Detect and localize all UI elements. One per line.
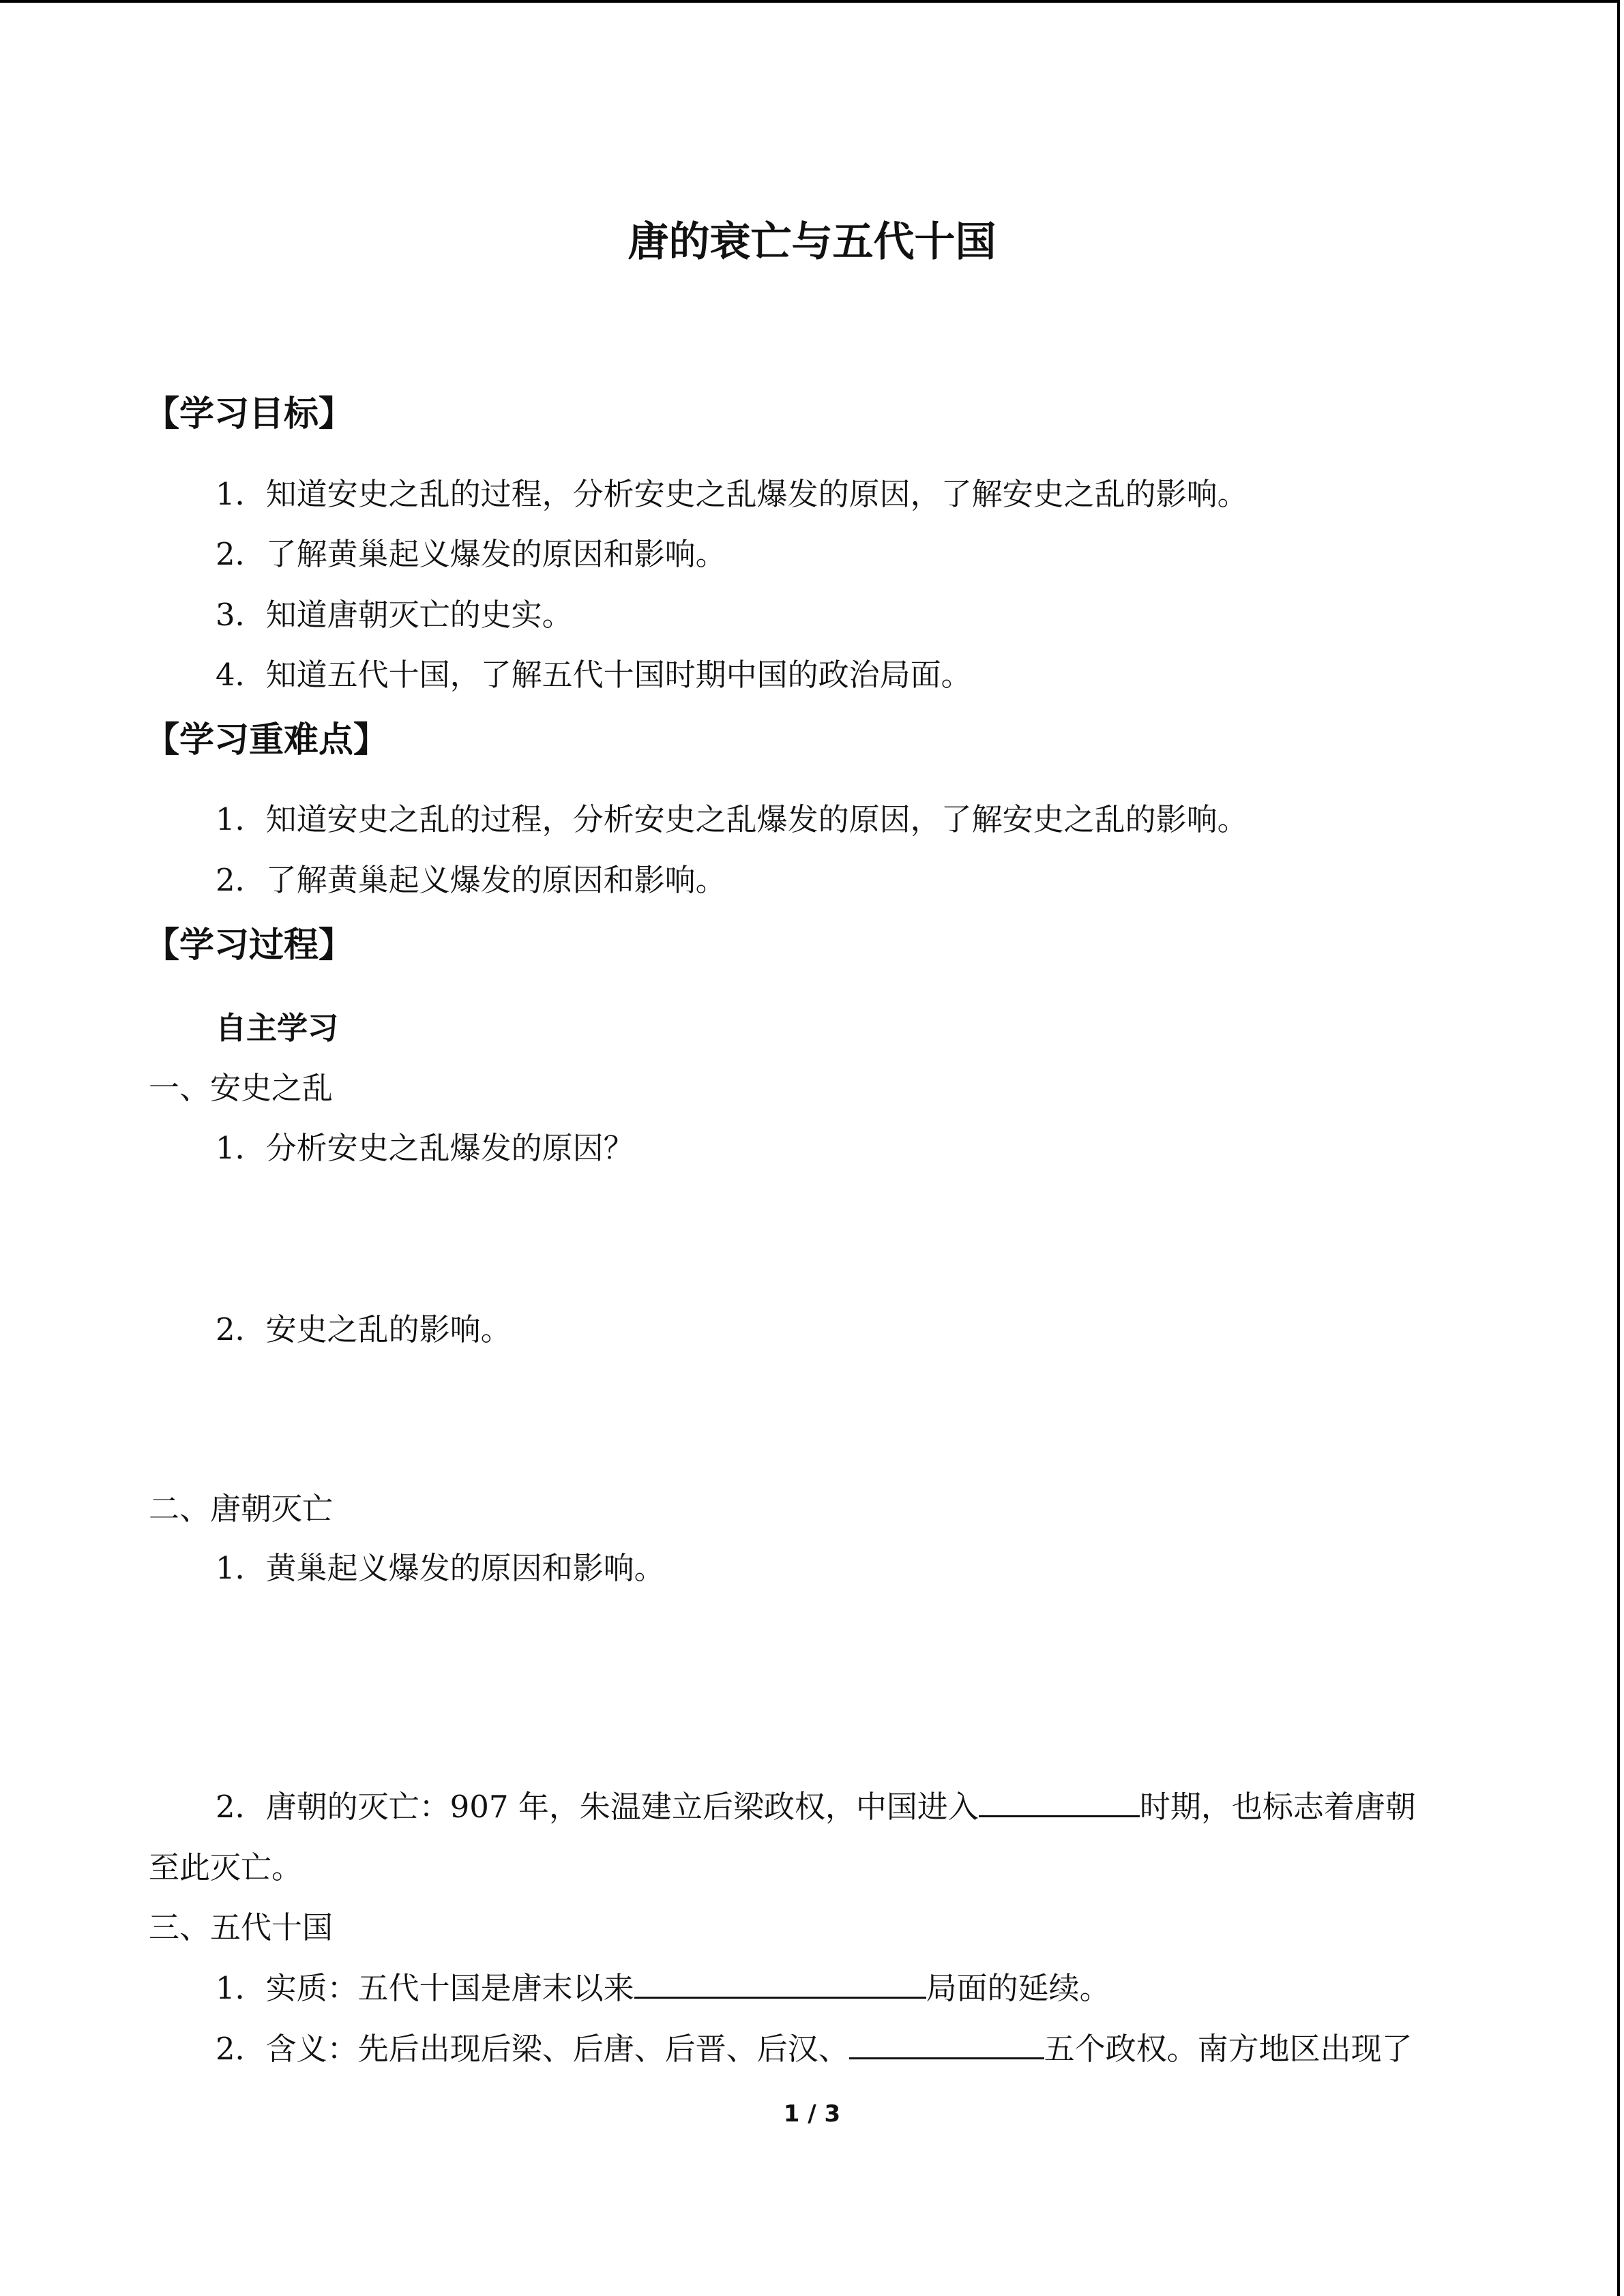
part2-heading: 二、唐朝灭亡: [149, 1491, 334, 1527]
part2-question-2-text-after: 时期，也标志着唐朝: [1139, 1789, 1416, 1825]
part2-question-2-continued: 至此灭亡。: [149, 1849, 303, 1885]
keypoint-item: 1．知道安史之乱的过程，分析安史之乱爆发的原因，了解安史之乱的影响。: [216, 801, 1248, 837]
section-goals: 【学习目标】: [145, 394, 354, 434]
part2-question-2-text: 2．唐朝的灭亡：907 年，朱温建立后梁政权，中国进入: [216, 1789, 979, 1825]
part3-question-1: [216, 1968, 1110, 2009]
part3-question-2: [216, 2029, 1413, 2070]
part1-question-1: 1．分析安史之乱爆发的原因？: [216, 1130, 634, 1166]
page-number: 1 / 3: [783, 2100, 841, 2128]
part3-heading: 三、五代十国: [149, 1909, 334, 1945]
answer-blank[interactable]: [979, 1787, 1140, 1817]
section-keypoints: 【学习重难点】: [145, 720, 389, 760]
part2-question-2: [216, 1787, 1416, 1828]
page-title: 唐的衰亡与五代十国: [628, 218, 996, 266]
part1-question-2: 2．安史之乱的影响。: [216, 1311, 512, 1347]
part3-question-1-text-after: 局面的延续。: [926, 1970, 1110, 2006]
answer-blank[interactable]: [849, 2029, 1044, 2059]
goal-item: 2．了解黄巢起义爆发的原因和影响。: [216, 536, 726, 572]
self-study-heading: 自主学习: [216, 1010, 339, 1046]
part3-question-1-text: 1．实质：五代十国是唐末以来: [216, 1970, 634, 2006]
part2-question-1: 1．黄巢起义爆发的原因和影响。: [216, 1550, 665, 1586]
goal-item: 4．知道五代十国，了解五代十国时期中国的政治局面。: [216, 657, 972, 693]
goal-item: 1．知道安史之乱的过程，分析安史之乱爆发的原因，了解安史之乱的影响。: [216, 476, 1248, 512]
part3-question-2-text: 2．含义：先后出现后梁、后唐、后晋、后汉、: [216, 2031, 849, 2067]
answer-blank[interactable]: [634, 1968, 926, 1999]
section-process: 【学习过程】: [145, 925, 354, 966]
goal-item: 3．知道唐朝灭亡的史实。: [216, 597, 573, 633]
keypoint-item: 2．了解黄巢起义爆发的原因和影响。: [216, 862, 726, 898]
part3-question-2-text-after: 五个政权。南方地区出现了: [1044, 2031, 1413, 2067]
part1-heading: 一、安史之乱: [149, 1070, 334, 1106]
